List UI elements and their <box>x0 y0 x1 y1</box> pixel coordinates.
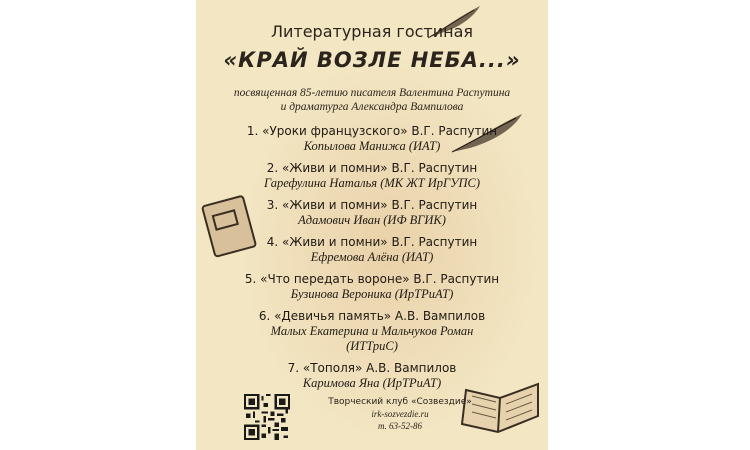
item-performer: Ефремова Алёна (ИАТ) <box>310 250 434 264</box>
item-title: 1. «Уроки французского» В.Г. Распутин <box>246 124 498 138</box>
list-item <box>196 198 548 228</box>
club-name: Творческий клуб «Созвездие» <box>328 397 472 407</box>
event-subtitle: «КРАЙ ВОЗЛЕ НЕБА...» <box>223 48 521 72</box>
item-title: 5. «Что передать вороне» В.Г. Распутин <box>244 272 500 286</box>
list-item <box>196 272 548 302</box>
dedication <box>206 86 538 114</box>
item-title: 4. «Живи и помни» В.Г. Распутин <box>266 235 478 249</box>
club-website[interactable]: irk-sozvezdie.ru <box>371 409 429 419</box>
program-list <box>196 124 548 398</box>
item-performer: Бузинова Вероника (ИрТРиАТ) <box>290 287 454 301</box>
item-performer: Адамович Иван (ИФ ВГИК) <box>298 213 446 227</box>
list-item <box>196 235 548 265</box>
list-item <box>196 361 548 391</box>
club-phone: т. 63-52-86 <box>377 421 423 431</box>
qr-code[interactable] <box>244 394 290 440</box>
item-title: 2. «Живи и помни» В.Г. Распутин <box>266 161 478 175</box>
list-item <box>196 161 548 191</box>
item-title: 7. «Тополя» А.В. Вампилов <box>287 361 457 375</box>
item-performer: Гарефулина Наталья (МК ЖТ ИрГУПС) <box>263 176 481 190</box>
dedication-line: посвященная 85-летию писателя Валентина Распутина <box>233 87 511 99</box>
item-performer: Малых Екатерина и Мальчуков Роман <box>270 324 474 338</box>
poster <box>196 0 548 450</box>
item-performer: Копылова Манижа (ИАТ) <box>303 139 441 153</box>
item-title: 6. «Девичья память» А.В. Вампилов <box>258 309 486 323</box>
dedication-line: и драматурга Александра Вампилова <box>280 101 464 113</box>
item-title: 3. «Живи и помни» В.Г. Распутин <box>266 198 478 212</box>
item-performer: Каримова Яна (ИрТРиАТ) <box>302 376 442 390</box>
list-item <box>196 309 548 354</box>
item-performer: (ИТТриС) <box>346 339 398 353</box>
list-item <box>196 124 548 154</box>
page-title: Литературная гостиная <box>270 22 474 41</box>
club-info <box>292 396 508 432</box>
